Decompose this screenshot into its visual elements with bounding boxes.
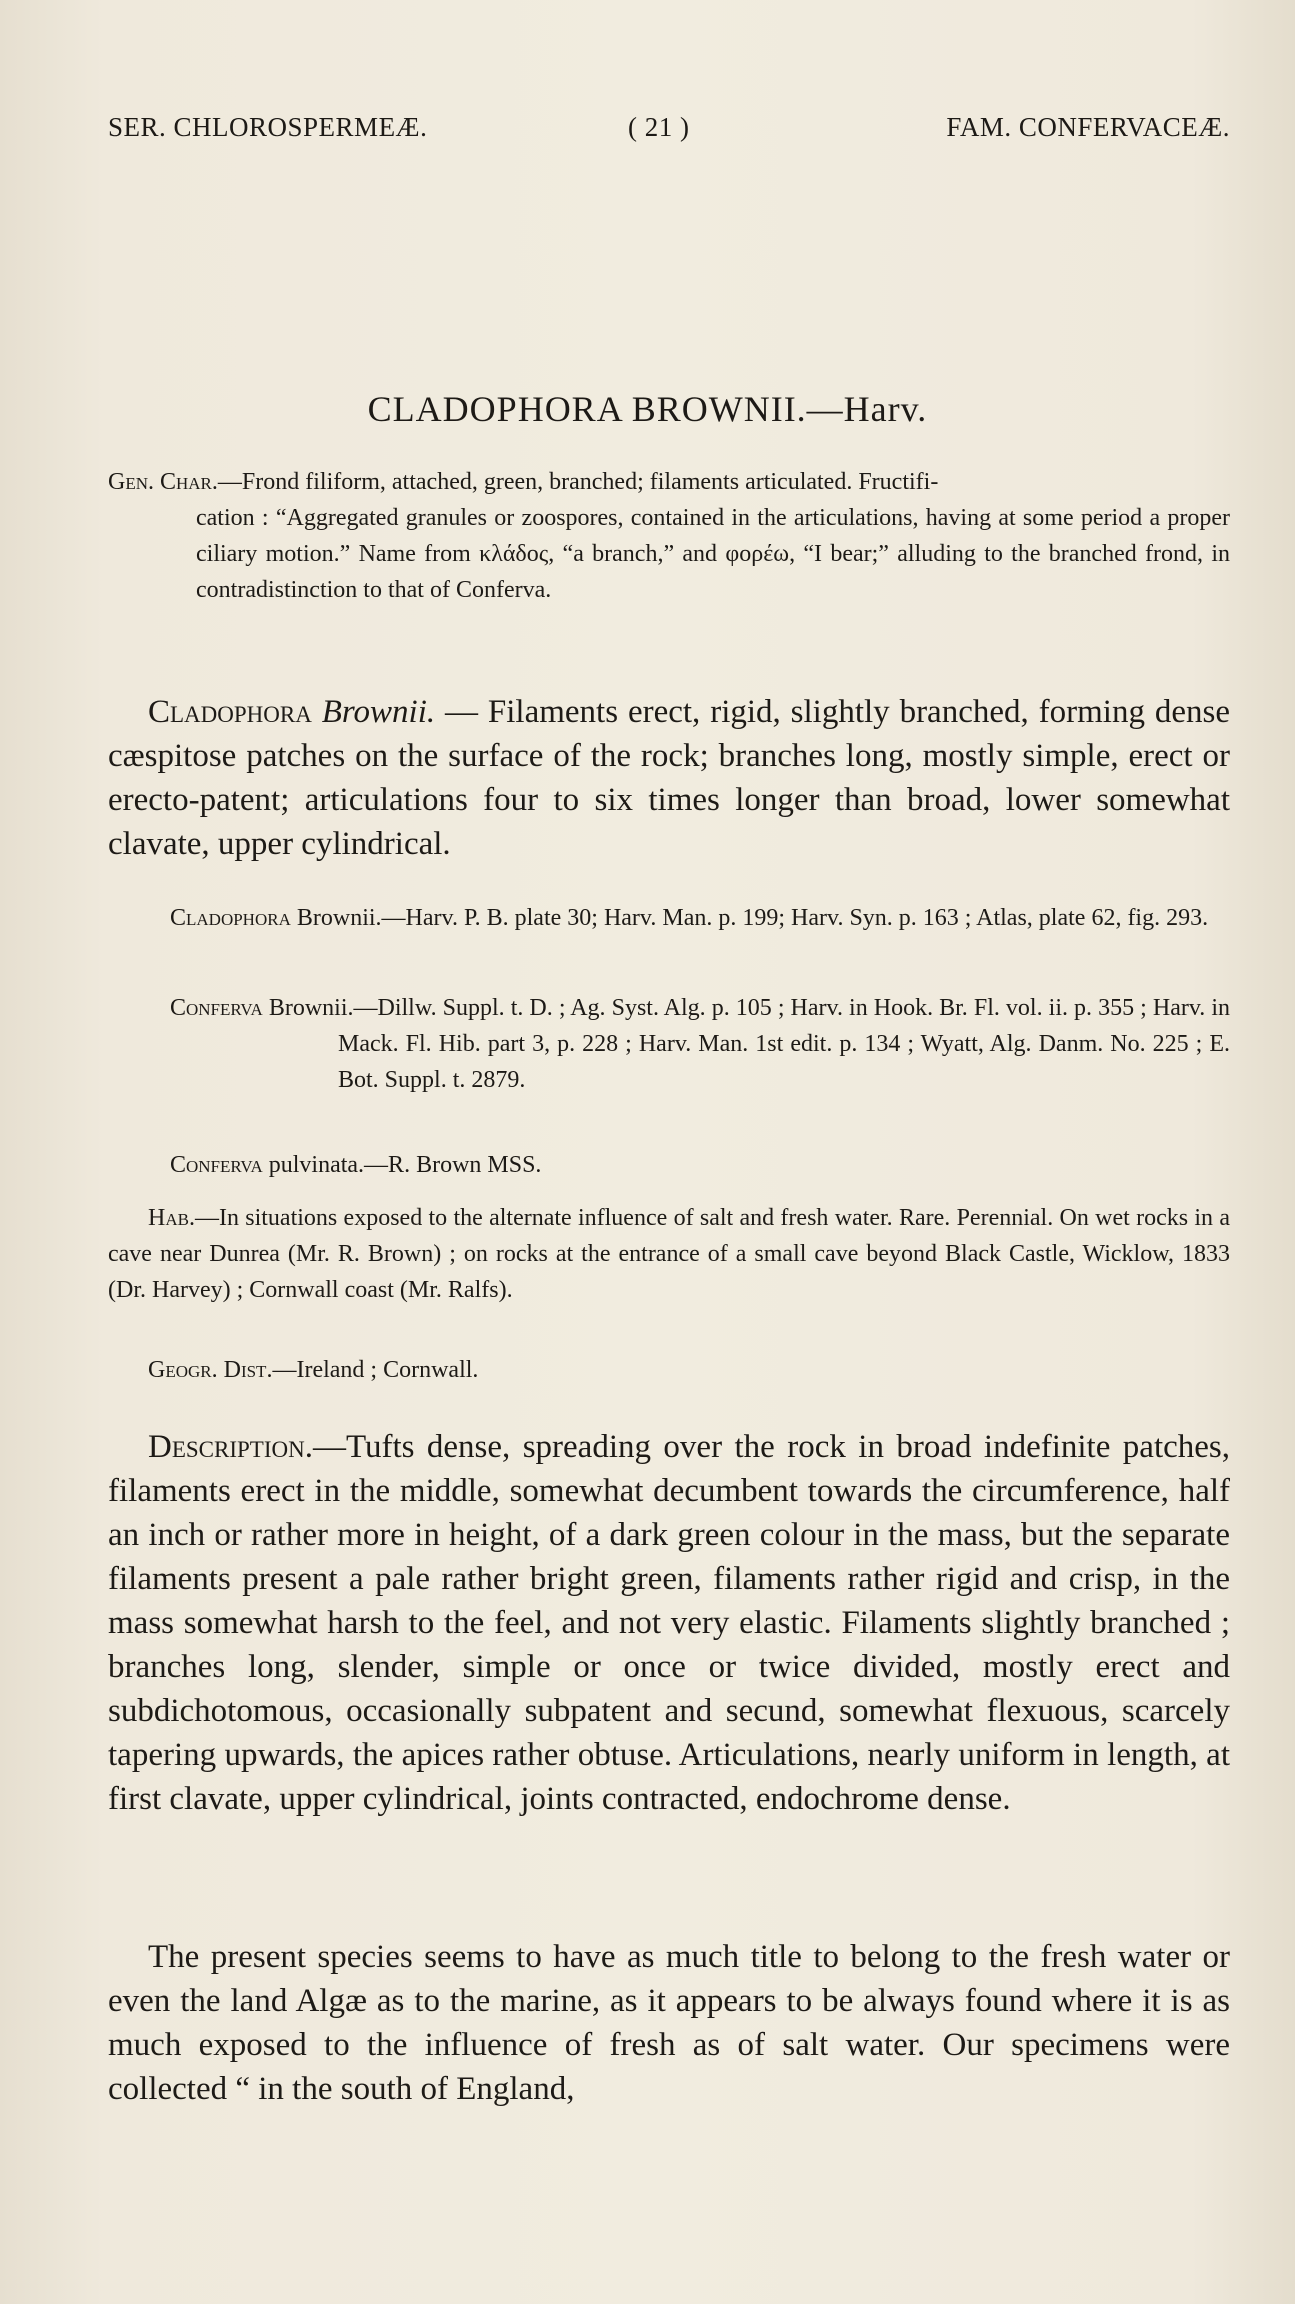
gen-char-text-rest: cation : “Aggregated granules or zoospores, contained in the articulations, having at some period a proper ciliary motion.” Name from κλάδος, “a branch,” and φορέω, “I bear;” alluding to the branched frond, in contradistinction to that of Conferva.	[196, 505, 1230, 603]
diagnosis-text: — Filaments erect, rigid, slightly branched, forming dense cæspitose patches on the surface of the rock; branches long, mostly simple, erect or erecto-patent; articulations four to six times longer than broad, lower somewhat clavate, upper cylindrical.	[108, 694, 1230, 862]
diagnosis-genus: Cladophora	[148, 694, 312, 730]
synonym-genus: Conferva	[170, 1152, 263, 1178]
synonym-entry	[170, 900, 1230, 936]
synonym-entry	[170, 1147, 1230, 1183]
species-diagnosis	[108, 690, 1230, 866]
description-paragraph	[108, 1425, 1230, 1821]
synonym-text: Brownii.—Dillw. Suppl. t. D. ; Ag. Syst. Alg. p. 105 ; Harv. in Hook. Br. Fl. vol. ii. p. 355 ; Harv. in Mack. Fl. Hib. part 3, p. 228 ; Harv. Man. 1st edit. p. 134 ; Wyatt, Alg. Danm. No. 225 ; E. Bot. Suppl. t. 2879.	[268, 995, 1230, 1093]
habitat	[108, 1200, 1230, 1308]
running-head-family: FAM. CONFERVACEÆ.	[946, 112, 1230, 142]
species-title: CLADOPHORA BROWNII.—Harv.	[367, 389, 928, 429]
gen-char-text-first: —Frond filiform, attached, green, branched; filaments articulated. Fructifi-	[217, 469, 939, 495]
geographical-distribution	[148, 1357, 478, 1384]
running-head	[108, 112, 1230, 152]
synonym-genus: Cladophora	[170, 905, 291, 931]
description-label: Description.	[148, 1429, 313, 1465]
habitat-text: —In situations exposed to the alternate influence of salt and fresh water. Rare. Perennial. On wet rocks in a cave near Dunrea (Mr. R. Brown) ; on rocks at the entrance of a small cave beyond Black Castle, Wicklow, 1833 (Dr. Harvey) ; Cornwall coast (Mr. Ralfs).	[108, 1205, 1230, 1303]
diagnosis-species: Brownii.	[321, 694, 436, 730]
synonym-text: pulvinata.—R. Brown MSS.	[268, 1152, 542, 1178]
closing-paragraph-text: The present species seems to have as much title to belong to the fresh water or even the land Algæ as to the marine, as it appears to be always found where it is as much exposed to the influence of fresh as of salt water. Our specimens were collected “ in the south of England,	[108, 1939, 1230, 2107]
habitat-label: Hab.	[148, 1205, 195, 1231]
gen-char-label: Gen. Char.	[108, 469, 218, 495]
page-number: ( 21 )	[628, 112, 690, 142]
generic-character	[108, 464, 1230, 608]
description-text: —Tufts dense, spreading over the rock in broad indefinite patches, filaments erect in the middle, somewhat decumbent towards the circumference, half an inch or rather more in height, of a dark green colour in the mass, but the separate filaments present a pale rather bright green, filaments rather rigid and crisp, in the mass somewhat harsh to the feel, and not very elastic. Filaments slightly branched ; branches long, slender, simple or once or twice divided, mostly erect and subdichotomous, occasionally subpatent and secund, somewhat flexuous, scarcely tapering upwards, the apices rather obtuse. Articulations, nearly uniform in length, at first clavate, upper cylindrical, joints contracted, endochrome dense.	[108, 1429, 1230, 1817]
synonym-genus: Conferva	[170, 995, 263, 1021]
running-head-series: SER. CHLOROSPERMEÆ.	[108, 112, 428, 142]
synonym-entry	[170, 990, 1230, 1098]
synonym-text: Brownii.—Harv. P. B. plate 30; Harv. Man. p. 199; Harv. Syn. p. 163 ; Atlas, plate 62, fig. 293.	[296, 905, 1209, 931]
closing-paragraph	[108, 1935, 1230, 2111]
geogr-label: Geogr. Dist.	[148, 1357, 273, 1383]
geogr-text: —Ireland ; Cornwall.	[272, 1357, 479, 1383]
